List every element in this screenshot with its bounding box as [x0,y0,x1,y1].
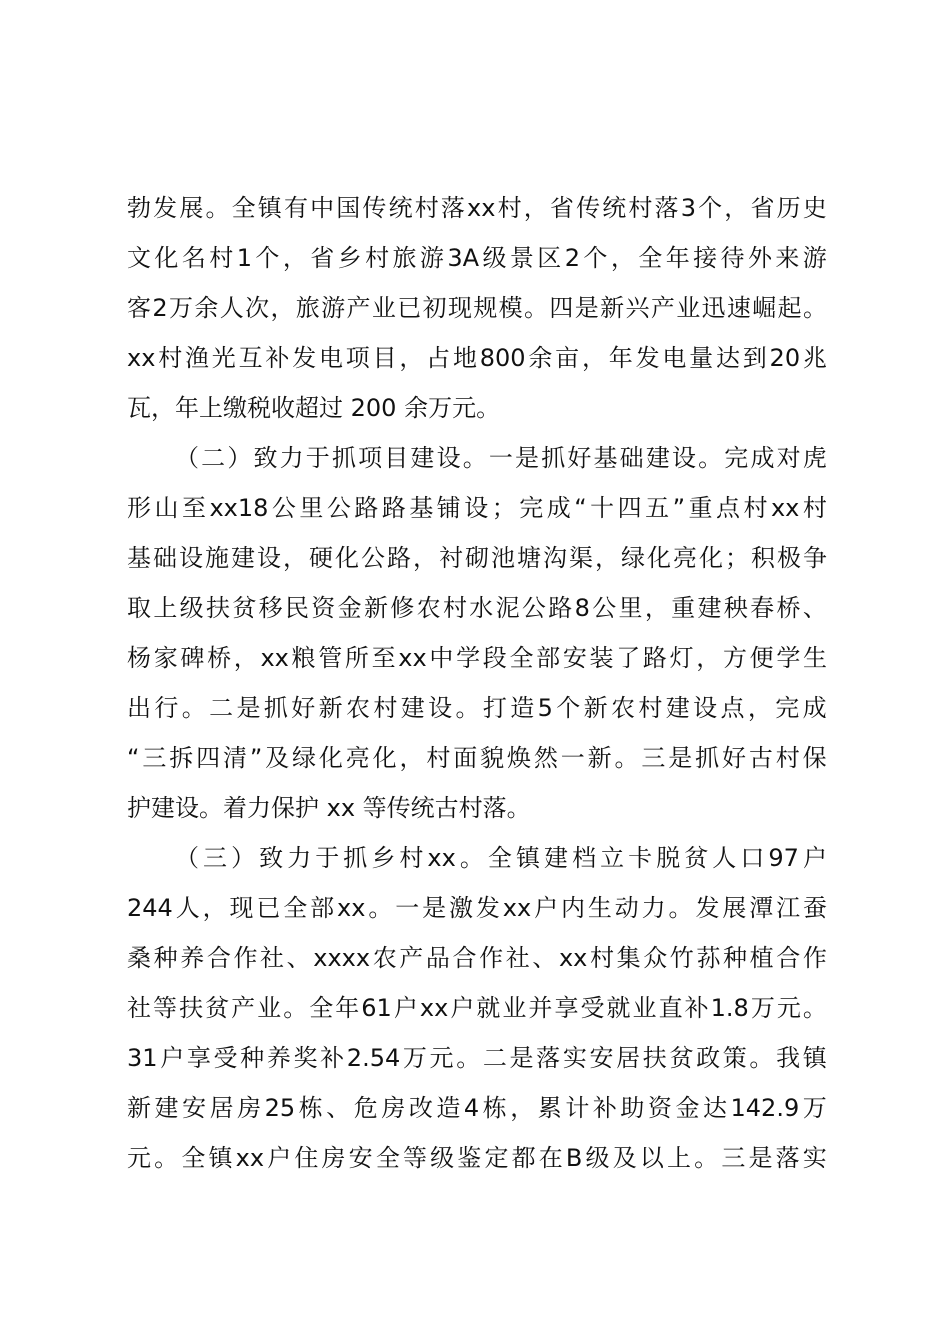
paragraph [127,183,827,433]
text-line: 杨 家 碑 桥 ， xx 粮 管 所 至 xx 中 学 段 全 部 安 装 了 路 灯 ， 方 便 学 生 [127,644,827,672]
paragraph [127,833,827,1183]
text-line: 桑 种 养 合 作 社 、 xxxx 农 产 品 合 作 社 、 xx 村 集 众 竹 荪 种 植 合 作 [127,944,827,972]
text-line: 基 础 设 施 建 设 ， 硬 化 公 路 ， 衬 砌 池 塘 沟 渠 ， 绿 化 亮 化 ； 积 极 争 [127,544,827,572]
text-line: 244 人 ， 现 已 全 部 xx 。 一 是 激 发 xx 户 内 生 动 力 。 发 展 潭 江 蚕 [127,894,827,922]
text-line: 勃 发 展 。 全 镇 有 中 国 传 统 村 落 xx 村 ， 省 传 统 村 落 3 个 ， 省 历 史 [127,194,827,222]
text-line: 31 户 享 受 种 养 奖 补 2.54 万 元 。 二 是 落 实 安 居 扶 贫 政 策 。 我 镇 [127,1044,827,1072]
text-line: （ 三 ） 致 力 于 抓 乡 村 xx 。 全 镇 建 档 立 卡 脱 贫 人 口 97 户 [175,844,827,872]
text-line: 新 建 安 居 房 25 栋 、 危 房 改 造 4 栋 ， 累 计 补 助 资 金 达 142.9 万 [127,1094,827,1122]
text-line: xx 村 渔 光 互 补 发 电 项 目 ， 占 地 800 余 亩 ， 年 发 电 量 达 到 20 兆 [127,344,827,372]
text-line: 护建设。着力保护 xx 等传统古村落。 [127,794,531,822]
paragraph [127,433,827,833]
text-line: 出 行 。 二 是 抓 好 新 农 村 建 设 。 打 造 5 个 新 农 村 建 设 点 ， 完 成 [127,694,827,722]
text-line: 客 2 万 余 人 次 ， 旅 游 产 业 已 初 现 规 模 。 四 是 新 兴 产 业 迅 速 崛 起 。 [127,294,827,322]
text-line: “ 三 拆 四 清 ” 及 绿 化 亮 化 ， 村 面 貌 焕 然 一 新 。 三 是 抓 好 古 村 保 [127,744,827,772]
document-body [127,183,827,1183]
text-line: 社 等 扶 贫 产 业 。 全 年 61 户 xx 户 就 业 并 享 受 就 业 直 补 1.8 万 元 。 [127,994,827,1022]
text-line: （ 二 ） 致 力 于 抓 项 目 建 设 。 一 是 抓 好 基 础 建 设 。 完 成 对 虎 [175,444,827,472]
text-line: 形 山 至 xx18 公 里 公 路 路 基 铺 设 ； 完 成 “ 十 四 五 ” 重 点 村 xx 村 [127,494,827,522]
text-line: 瓦，年上缴税收超过 200 余万元。 [127,394,501,422]
text-line: 元 。 全 镇 xx 户 住 房 安 全 等 级 鉴 定 都 在 B 级 及 以 上 。 三 是 落 实 [127,1144,827,1172]
text-line: 取 上 级 扶 贫 移 民 资 金 新 修 农 村 水 泥 公 路 8 公 里 ， 重 建 秧 春 桥 、 [127,594,827,622]
text-line: 文 化 名 村 1 个 ， 省 乡 村 旅 游 3A 级 景 区 2 个 ， 全 年 接 待 外 来 游 [127,244,827,272]
